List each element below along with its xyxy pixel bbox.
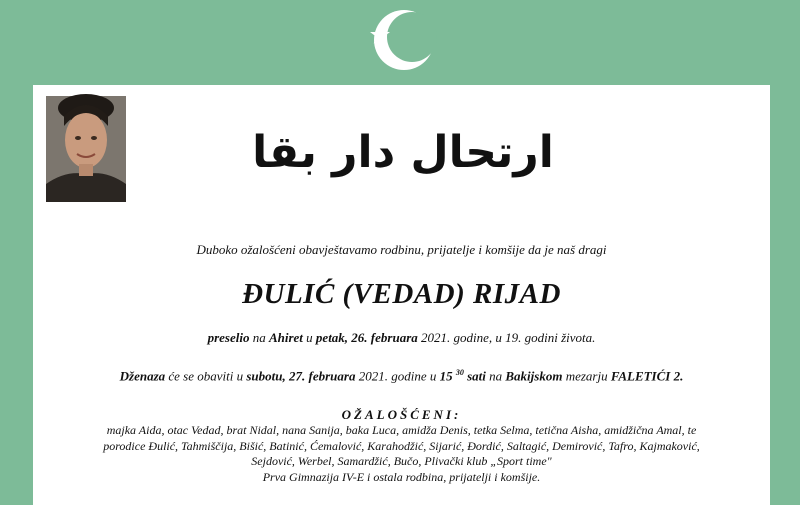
funeral-notice-line: Dženaza će se obaviti u subotu, 27. februara 2021. godine u 15 $^{30}$ sati na Bakijskom mezarju FALETIĆI 2. [119,368,684,384]
mourners-line: Prva Gimnazija IV-E i ostala rodbina, prijatelji i komšije. [262,469,541,484]
intro-text: Duboko ožalošćeni obavještavamo rodbinu, prijatelje i komšije da je naš dragi [196,242,607,257]
deceased-name: ĐULIĆ (VEDAD) RIJAD [242,278,561,310]
mourners-line: Sejdović, Werbel, Samardžić, Bučo, Plivački klub „Sport time" [251,454,552,468]
svg-text:ارتحال دار بقا: ارتحال دار بقا [252,127,554,178]
portrait-photo [46,96,126,202]
mourners-line: porodice Đulić, Tahmiščija, Bišić, Batinić, Ćemalović, Karahodžić, Sijarić, Đordić, Saltagić, Demirović, Tafro, Kajmaković, [103,438,700,453]
star-and-crescent-icon [366,6,438,74]
obituary-card [33,85,770,505]
mourners-heading: OŽALOŠĆENI: [341,407,462,422]
mourners-list [53,423,750,485]
death-notice-line: preselio na Ahiret u petak, 26. februara 2021. godine, u 19. godini života. [207,330,596,345]
mourners-line: majka Aida, otac Vedad, brat Nidal, nana Sanija, baka Luca, amidža Denis, tetka Selma, tetična Aisha, amidžična Amal, te [106,423,697,437]
arabic-calligraphy-heading [252,95,554,193]
